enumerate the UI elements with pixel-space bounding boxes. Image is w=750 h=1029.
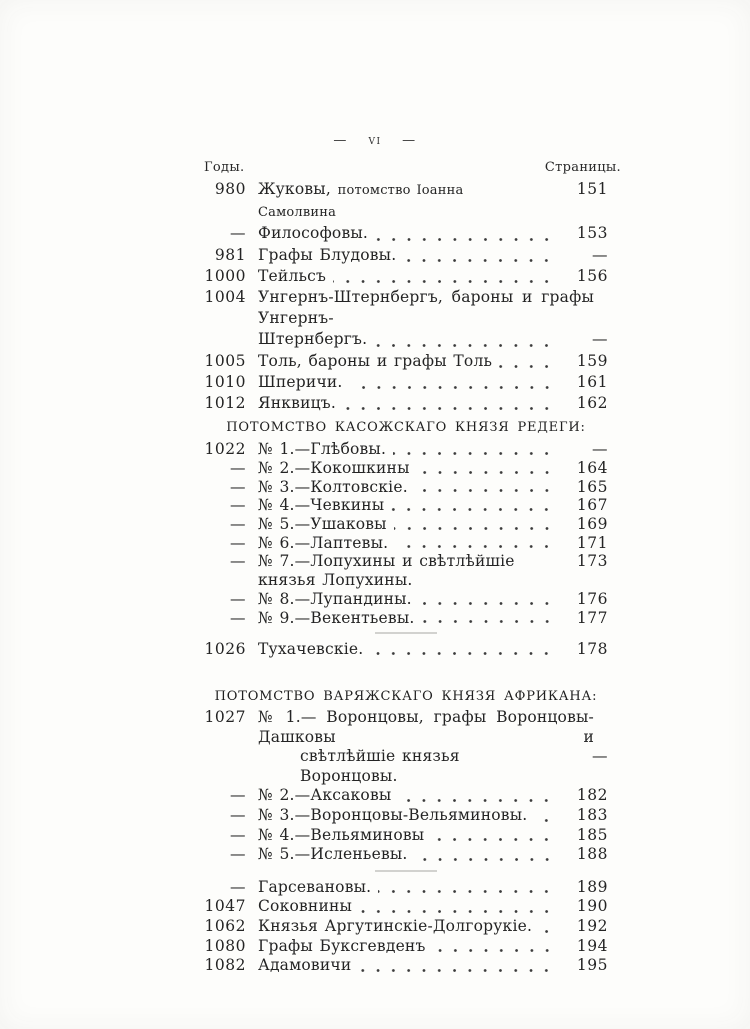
table-row (204, 245, 608, 266)
page-number-cell: 177 (576, 608, 608, 627)
year-cell: — (230, 533, 246, 552)
page-number-cell: 153 (576, 224, 608, 243)
dot-leader (375, 237, 560, 242)
table-row (204, 806, 608, 826)
dot-leader (370, 651, 560, 656)
family-name-main: № 1.— Воронцовы, графы Воронцовы-Дашковы и (258, 707, 594, 746)
table-row (204, 478, 608, 497)
table-row (204, 351, 608, 372)
dot-leader (534, 818, 560, 823)
family-name-text (258, 515, 387, 534)
year-cell: 1082 (204, 956, 246, 975)
entry-cell (258, 640, 566, 659)
column-headers (204, 160, 621, 175)
page-number-cell: 189 (576, 877, 608, 896)
entry-cell (258, 515, 566, 534)
family-name-main: № 3.—Колтовскіе. (258, 477, 408, 496)
table-row (204, 329, 608, 350)
dot-leader (433, 948, 560, 953)
entry-cell (258, 747, 566, 786)
page-number-cell: 164 (576, 458, 608, 477)
entry-cell (258, 806, 566, 826)
toc-section (204, 440, 608, 659)
entry-cell (258, 223, 566, 244)
page-number-cell: — (592, 747, 608, 766)
table-row (204, 372, 608, 393)
table-row (204, 459, 608, 478)
dot-leader (431, 837, 560, 842)
family-name-text (258, 478, 408, 497)
dot-leader (554, 778, 560, 783)
family-name-main: № 3.—Воронцовы-Вельяминовы. (258, 805, 528, 824)
table-row (204, 826, 608, 846)
family-name-text (258, 897, 352, 917)
family-name-main: № 2.—Кокошкины (258, 458, 410, 477)
entry-cell (258, 266, 566, 287)
entry-cell (258, 245, 566, 266)
year-cell: 1000 (204, 266, 246, 285)
table-row (204, 845, 608, 865)
page-number-cell: 194 (576, 936, 608, 955)
year-cell: 980 (214, 180, 246, 198)
dot-leader (393, 451, 560, 456)
page-number-cell: 165 (576, 477, 608, 496)
entry-cell (258, 329, 566, 350)
entry-cell (258, 478, 566, 497)
years-column-header: Годы. (204, 160, 245, 175)
family-name-text (258, 956, 351, 976)
table-row (204, 552, 608, 589)
family-name-main: № 4.—Вельяминовы (258, 825, 425, 844)
dot-leader (554, 215, 560, 220)
dot-leader (415, 488, 560, 493)
family-name-text (258, 845, 408, 865)
family-name-main: № 1.—Глѣбовы. (258, 440, 387, 459)
page-number-cell: 190 (576, 897, 608, 916)
year-cell: — (230, 477, 246, 496)
family-name-text (258, 440, 386, 459)
family-name-main: № 2.—Аксаковы (258, 786, 392, 805)
table-row (204, 287, 608, 329)
family-name-text (258, 329, 367, 350)
entry-cell (258, 897, 566, 917)
family-name-text (258, 459, 410, 478)
family-name-text (258, 179, 547, 223)
divider-rule (375, 870, 437, 872)
table-row (204, 534, 608, 553)
table-row (204, 640, 608, 659)
year-cell: 1012 (204, 394, 246, 413)
entry-cell (258, 878, 566, 898)
table-row (204, 917, 608, 937)
page-number-cell: 169 (576, 515, 608, 534)
table-row (204, 956, 608, 976)
year-cell: — (230, 458, 246, 477)
entry-cell (258, 393, 566, 414)
family-name-text (258, 786, 391, 806)
entry-cell (258, 845, 566, 865)
table-row (204, 223, 608, 244)
year-cell: — (230, 877, 246, 896)
dot-leader (398, 798, 560, 803)
year-cell: — (230, 825, 246, 844)
toc-section (204, 179, 608, 414)
entry-cell (258, 179, 566, 223)
dot-leader (394, 526, 560, 531)
dot-leader (333, 279, 560, 284)
year-cell: — (230, 845, 246, 864)
family-name-main: Шперичи. (258, 372, 343, 391)
page-number-cell: 162 (576, 394, 608, 413)
entry-cell (258, 351, 566, 372)
page-number-cell: — (592, 440, 608, 459)
dot-leader (358, 968, 560, 973)
family-name-main: Философовы. (258, 224, 369, 243)
family-name-main: Жуковы, (258, 180, 338, 198)
dot-leader (403, 258, 560, 263)
year-cell: — (230, 608, 246, 627)
entry-cell (258, 826, 566, 846)
entry-cell (258, 552, 566, 589)
entry-cell (258, 956, 566, 976)
year-cell: — (230, 552, 246, 571)
page-number-cell: 167 (576, 496, 608, 515)
family-name-main: Гарсевановы. (258, 877, 372, 896)
family-name-text (258, 351, 492, 372)
page-number-cell: 195 (576, 956, 608, 975)
family-name-text (258, 878, 371, 898)
page-number-cell: 159 (576, 351, 608, 370)
dot-leader (417, 470, 560, 475)
dot-leader (350, 385, 560, 390)
year-cell: 1004 (204, 288, 246, 307)
family-name-text (258, 266, 326, 287)
section-heading: ПОТОМСТВО КАСОЖСКАГО КНЯЗЯ РЕДЕГИ: (226, 420, 586, 436)
family-name-main: Толь, бароны и графы Толь (258, 351, 493, 370)
family-name-text (258, 245, 396, 266)
entry-cell (258, 496, 566, 515)
entry-cell (258, 786, 566, 806)
table-row (204, 937, 608, 957)
table-of-contents (204, 160, 621, 976)
family-name-text (258, 640, 363, 659)
divider-rule (375, 632, 437, 634)
entry-cell (258, 287, 601, 329)
family-name-text (258, 806, 527, 826)
family-name-main: № 5.—Исленьевы. (258, 845, 408, 864)
table-row (204, 897, 608, 917)
family-name-text (258, 826, 424, 846)
family-name-main: № 4.—Чевкины (258, 496, 385, 515)
page-number-cell: 151 (576, 180, 608, 198)
dot-leader (554, 582, 560, 587)
year-cell: 981 (214, 245, 246, 264)
entry-cell (258, 372, 566, 393)
year-cell: 1047 (204, 897, 246, 916)
entry-cell (258, 534, 566, 553)
family-name-main: Тухачевскіе. (258, 640, 364, 659)
section-heading: ПОТОМСТВО ВАРЯЖСКАГО КНЯЗЯ АФРИКАНА: (214, 688, 598, 704)
year-cell: 1026 (204, 640, 246, 659)
dot-leader (415, 857, 560, 862)
table-row (204, 609, 608, 628)
year-cell: — (230, 786, 246, 805)
page-number-cell: 182 (576, 786, 608, 805)
entry-cell (258, 917, 566, 937)
table-row (204, 496, 608, 515)
page-number-cell: 176 (576, 589, 608, 608)
entry-cell (258, 609, 566, 628)
dot-leader (499, 364, 560, 369)
year-cell: — (230, 224, 246, 243)
page-number-cell: 156 (576, 266, 608, 285)
toc-sections (204, 179, 608, 976)
family-name-text (258, 937, 426, 957)
entry-cell (258, 937, 566, 957)
family-name-text (258, 223, 368, 244)
page-number-cell: 161 (576, 372, 608, 391)
dot-leader (343, 406, 560, 411)
year-cell: 1080 (204, 936, 246, 955)
family-name-main: Князья Аргутинскіе-Долгорукіе. (258, 916, 533, 935)
family-name-main: Унгернъ-Штернбергъ, бароны и графы Унгернъ- (258, 288, 601, 328)
family-name-main: Тейльсъ (258, 266, 327, 285)
dot-leader (419, 601, 560, 606)
family-name-text (258, 590, 412, 609)
page-number-cell: 173 (576, 552, 608, 571)
dot-leader (395, 544, 560, 549)
family-name-main: Графы Блудовы. (258, 245, 397, 264)
entry-cell (258, 459, 566, 478)
year-cell: 1010 (204, 372, 246, 391)
family-name-text (258, 708, 594, 747)
family-name-main: № 8.—Лупандины. (258, 589, 412, 608)
table-row (204, 179, 608, 223)
page-number-cell: — (592, 330, 608, 349)
table-row (204, 708, 608, 747)
page-number-cell: 185 (576, 825, 608, 844)
year-cell: — (230, 515, 246, 534)
pages-column-header: Страницы. (544, 160, 621, 175)
family-name-text (258, 287, 601, 329)
family-name-main: Янквицъ. (258, 394, 336, 413)
dot-leader (374, 343, 560, 348)
family-name-main: Графы Буксгевденъ (258, 936, 426, 955)
table-row (204, 878, 608, 898)
year-cell: 1005 (204, 351, 246, 370)
table-row (204, 440, 608, 459)
dot-leader (422, 619, 560, 624)
family-name-main: № 6.—Лаптевы. (258, 533, 389, 552)
family-name-text (258, 609, 415, 628)
page-number-header: — vi — (333, 133, 417, 148)
table-row (204, 266, 608, 287)
table-row (204, 786, 608, 806)
year-cell: 1022 (204, 440, 246, 459)
table-row (204, 747, 608, 786)
family-name-main: № 7.—Лопухины и свѣтлѣйшіе князья Лопухины. (258, 552, 522, 590)
page-number-cell: 188 (576, 845, 608, 864)
family-name-text (258, 496, 384, 515)
page-number-cell: 178 (576, 640, 608, 659)
page-number-cell: 171 (576, 533, 608, 552)
dot-leader (539, 929, 560, 934)
family-name-small: потомство Іоанна Самолвина (258, 183, 470, 221)
table-row (204, 515, 608, 534)
family-name-text (258, 372, 343, 393)
entry-cell (258, 440, 566, 459)
family-name-text (258, 393, 336, 414)
toc-section (204, 708, 608, 976)
family-name-main: Соковнины (258, 897, 353, 916)
year-cell: — (230, 805, 246, 824)
family-name-main: № 9.—Векентьевы. (258, 608, 415, 627)
family-name-main: Адамовичи (258, 956, 352, 975)
family-name-text (258, 917, 532, 937)
dot-leader (391, 507, 560, 512)
year-cell: 1062 (204, 916, 246, 935)
table-row (204, 393, 608, 414)
entry-cell (258, 708, 594, 747)
family-name-main: № 5.—Ушаковы (258, 515, 387, 534)
entry-cell (258, 590, 566, 609)
dot-leader (378, 889, 560, 894)
family-name-text (258, 534, 388, 553)
page-number-cell: 183 (576, 805, 608, 824)
year-cell: — (230, 496, 246, 515)
year-cell: — (230, 589, 246, 608)
year-cell: 1027 (204, 707, 246, 726)
page-number-cell: — (592, 245, 608, 264)
family-name-text (258, 747, 547, 786)
dot-leader (359, 909, 560, 914)
page-number-cell: 192 (576, 916, 608, 935)
family-name-main: свѣтлѣйшіе князья Воронцовы. (300, 747, 467, 785)
table-row (204, 590, 608, 609)
family-name-main: Штернбергъ. (258, 330, 368, 349)
family-name-text (258, 552, 547, 589)
